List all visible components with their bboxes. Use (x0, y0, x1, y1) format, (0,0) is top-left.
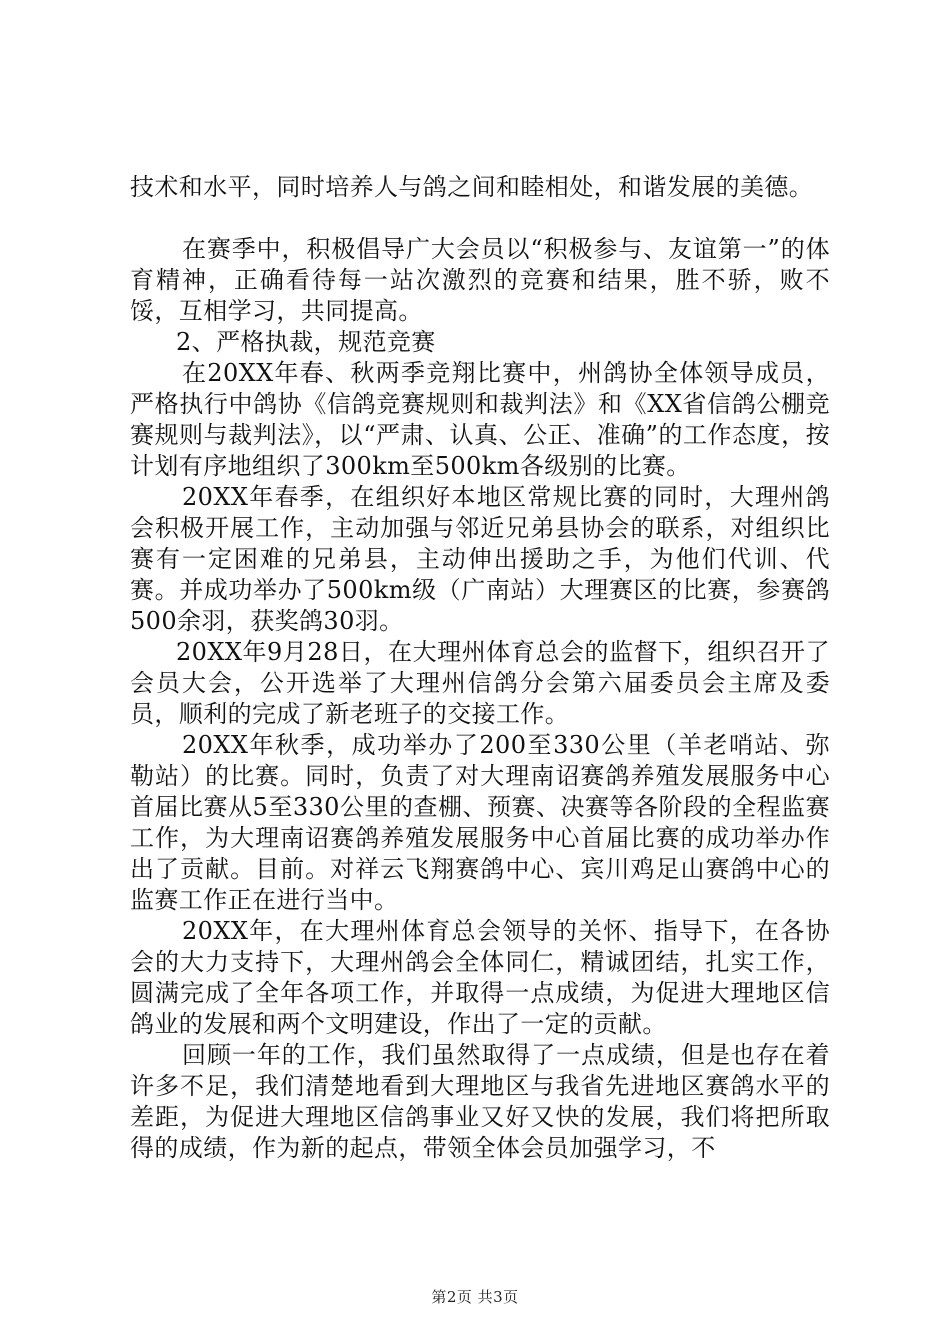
page-footer: 第2页 共3页 (431, 1288, 519, 1306)
paragraph-referee-rules: 在20XX年春、秋两季竞翔比赛中，州鸽协全体领导成员，严格执行中鸽协《信鸽竞赛规则和裁判法》和《XX省信鸽公棚竞赛规则与裁判法》，以“严肃、认真、公正、准确”的工作态度，按计划有序地组织了300km至500km各级别的比赛。 (130, 359, 830, 480)
paragraph-autumn-season: 20XX年秋季，成功举办了200至330公里（羊老哨站、弥勒站）的比赛。同时，负责了对大理南诏赛鸽养殖发展服务中心首届比赛从5至330公里的查棚、预赛、决赛等各阶段的全程监赛工作，为大理南诏赛鸽养殖发展服务中心首届比赛的成功举办作出了贡献。目前。对祥云飞翔赛鸽中心、宾川鸡足山赛鸽中心的监赛工作正在进行当中。 (130, 731, 830, 914)
section-heading: 2、严格执裁，规范竞赛 (176, 328, 436, 356)
paragraph-continuation: 技术和水平，同时培养人与鸽之间和睦相处，和谐发展的美德。 (130, 173, 814, 201)
paragraph-review: 回顾一年的工作，我们虽然取得了一点成绩，但是也存在着许多不足，我们清楚地看到大理地区与我省先进地区赛鸽水平的差距，为促进大理地区信鸽事业又好又快的发展，我们将把所取得的成绩，作为新的起点，带领全体会员加强学习，不 (130, 1041, 830, 1162)
paragraph-member-meeting: 20XX年9月28日，在大理州体育总会的监督下，组织召开了会员大会，公开选举了大理州信鸽分会第六届委员会主席及委员，顺利的完成了新老班子的交接工作。 (130, 638, 830, 728)
paragraph-season-spirit: 在赛季中，积极倡导广大会员以“积极参与、友谊第一”的体育精神，正确看待每一站次激烈的竞赛和结果，胜不骄，败不馁，互相学习，共同提高。 (130, 235, 830, 325)
paragraph-year-summary: 20XX年，在大理州体育总会领导的关怀、指导下，在各协会的大力支持下，大理州鸽会全体同仁，精诚团结，扎实工作，圆满完成了全年各项工作，并取得一点成绩，为促进大理地区信鸽业的发展和两个文明建设，作出了一定的贡献。 (130, 917, 830, 1038)
document-body (130, 172, 830, 1164)
paragraph-spring-season: 20XX年春季，在组织好本地区常规比赛的同时，大理州鸽会积极开展工作，主动加强与邻近兄弟县协会的联系，对组织比赛有一定困难的兄弟县，主动伸出援助之手，为他们代训、代赛。并成功举办了500km级（广南站）大理赛区的比赛，参赛鸽500余羽，获奖鸽30羽。 (130, 483, 830, 635)
